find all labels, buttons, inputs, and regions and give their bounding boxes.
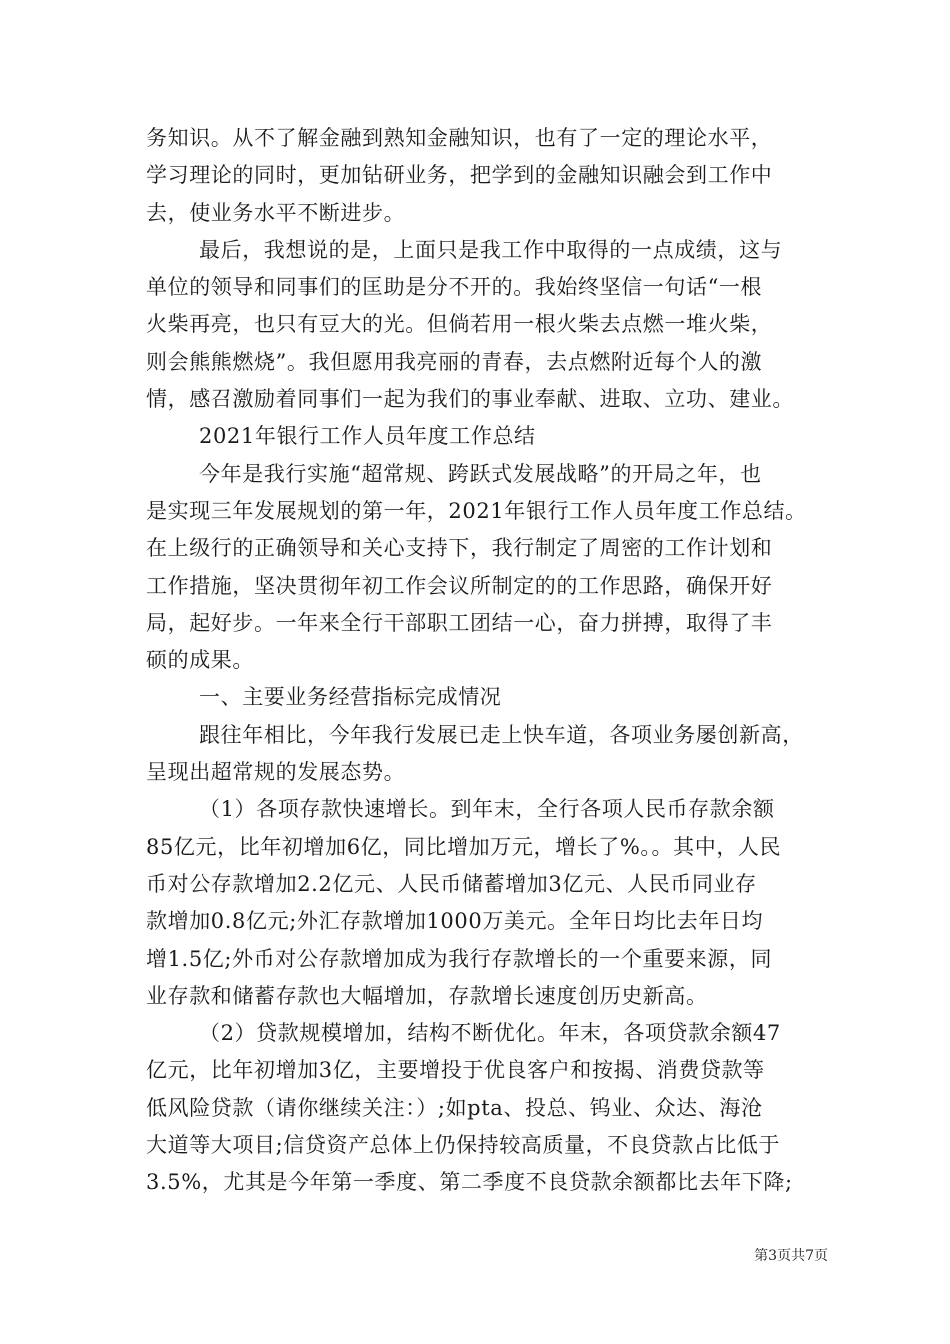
- text-line: 是实现三年发展规划的第一年，2021年银行工作人员年度工作总结。: [146, 498, 807, 523]
- text-line: （2）贷款规模增加，结构不断优化。年末，各项贷款余额47: [199, 1021, 781, 1046]
- text-line: 业存款和储蓄存款也大幅增加，存款增长速度创历史新高。: [146, 983, 708, 1008]
- text-line: 在上级行的正确领导和关心支持下，我行制定了周密的工作计划和: [146, 536, 773, 561]
- text-line: 去，使业务水平不断进步。: [146, 200, 406, 225]
- text-line: 务知识。从不了解金融到熟知金融知识，也有了一定的理论水平，: [146, 126, 773, 150]
- text-line: 款增加0.8亿元;外汇存款增加1000万美元。全年日均比去年日均: [146, 909, 764, 934]
- text-line: 3.5%，尤其是今年第一季度、第二季度不良贷款余额都比去年下降;: [146, 1170, 793, 1195]
- text-line: （1）各项存款快速增长。到年末，全行各项人民币存款余额: [199, 797, 775, 822]
- text-line: 最后，我想说的是，上面只是我工作中取得的一点成绩，这与: [199, 237, 783, 262]
- text-line: 大道等大项目;信贷资产总体上仍保持较高质量，不良贷款占比低于: [146, 1133, 781, 1158]
- text-line: 跟往年相比，今年我行发展已走上快车道，各项业务屡创新高，: [199, 722, 804, 747]
- text-line: 学习理论的同时，更加钻研业务，把学到的金融知识融会到工作中: [146, 163, 773, 188]
- text-line: 85亿元，比年初增加6亿，同比增加万元，增长了%。。其中，人民: [146, 834, 782, 859]
- text-line: 局，起好步。一年来全行干部职工团结一心，奋力拼搏，取得了丰: [146, 610, 773, 635]
- text-line: 情，感召激励着同事们一起为我们的事业奉献、进取、立功、建业。: [146, 387, 794, 412]
- text-line: 币对公存款增加2.2亿元、人民币储蓄增加3亿元、人民币同业存: [146, 871, 757, 896]
- text-line: 亿元，比年初增加3亿，主要增投于优良客户和按揭、消费贷款等: [146, 1058, 765, 1083]
- page-number: 第3页共7页: [754, 1248, 828, 1264]
- document-body: [146, 120, 820, 1202]
- text-line: 火柴再亮，也只有豆大的光。但倘若用一根火柴去点燃一堆火柴，: [146, 312, 773, 337]
- text-line: 硕的成果。: [146, 648, 254, 673]
- text-line: 则会熊熊燃烧”。我但愿用我亮丽的青春，去点燃附近每个人的激: [146, 349, 763, 374]
- text-line: 低风险贷款（请你继续关注：）;如pta、投总、钨业、众达、海沧: [146, 1095, 763, 1120]
- text-line: 呈现出超常规的发展态势。: [146, 760, 406, 785]
- text-line: 今年是我行实施“超常规、跨跃式发展战略”的开局之年，也: [199, 461, 762, 486]
- text-line: 工作措施，坚决贯彻年初工作会议所制定的的工作思路，确保开好: [146, 573, 773, 598]
- text-line: 增1.5亿;外币对公存款增加成为我行存款增长的一个重要来源，同: [146, 946, 773, 971]
- section-title: 2021年银行工作人员年度工作总结: [199, 424, 536, 449]
- text-line: 单位的领导和同事们的匡助是分不开的。我始终坚信一句话“一根: [146, 275, 763, 300]
- section-heading: 一、主要业务经营指标完成情况: [199, 685, 502, 710]
